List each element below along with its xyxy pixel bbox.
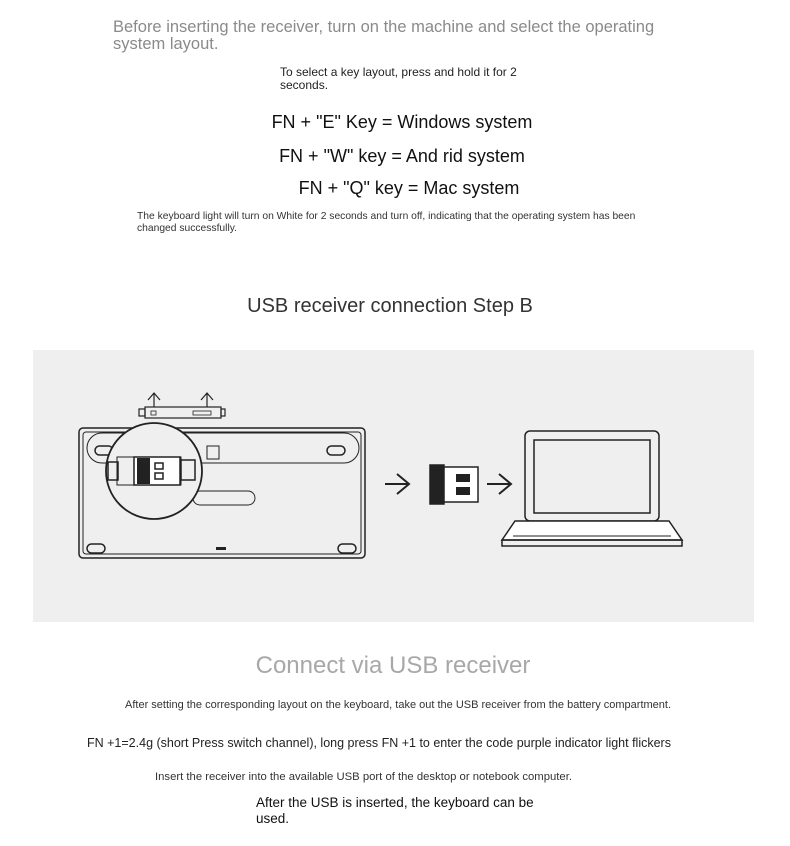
combo-windows: FN + "E" Key = Windows system bbox=[271, 112, 533, 132]
arrow-1 bbox=[385, 474, 409, 494]
illustration bbox=[33, 350, 754, 622]
light-note: The keyboard light will turn on White for 2 seconds and turn off, indicating that the operating system has been changed successfully. bbox=[137, 211, 636, 234]
hold-note: To select a key layout, press and hold it for 2 seconds. bbox=[280, 65, 517, 92]
usb-receiver bbox=[430, 465, 478, 504]
laptop bbox=[502, 431, 682, 546]
combo-android: FN + "W" key = And rid system bbox=[279, 146, 525, 166]
intro-text: Before inserting the receiver, turn on the machine and select the operating system layout. bbox=[113, 18, 655, 53]
arrow-2 bbox=[487, 474, 511, 494]
step-title: USB receiver connection Step B bbox=[247, 295, 533, 317]
fn-pairing-note: FN +1=2.4g (short Press switch channel), long press FN +1 to enter the code purple indicator light flickers bbox=[87, 736, 671, 750]
combo-mac: FN + "Q" key = Mac system bbox=[298, 178, 520, 198]
receiver-bar bbox=[139, 393, 225, 418]
usb-ready-note: After the USB is inserted, the keyboard can be used. bbox=[256, 795, 534, 826]
after-setting-note: After setting the corresponding layout on the keyboard, take out the USB receiver from the battery compartment. bbox=[125, 699, 672, 711]
keyboard-underside bbox=[79, 423, 365, 558]
insert-receiver-note: Insert the receiver into the available USB port of the desktop or notebook computer. bbox=[155, 771, 572, 783]
connect-title: Connect via USB receiver bbox=[255, 652, 531, 679]
illustration-panel bbox=[33, 350, 754, 622]
